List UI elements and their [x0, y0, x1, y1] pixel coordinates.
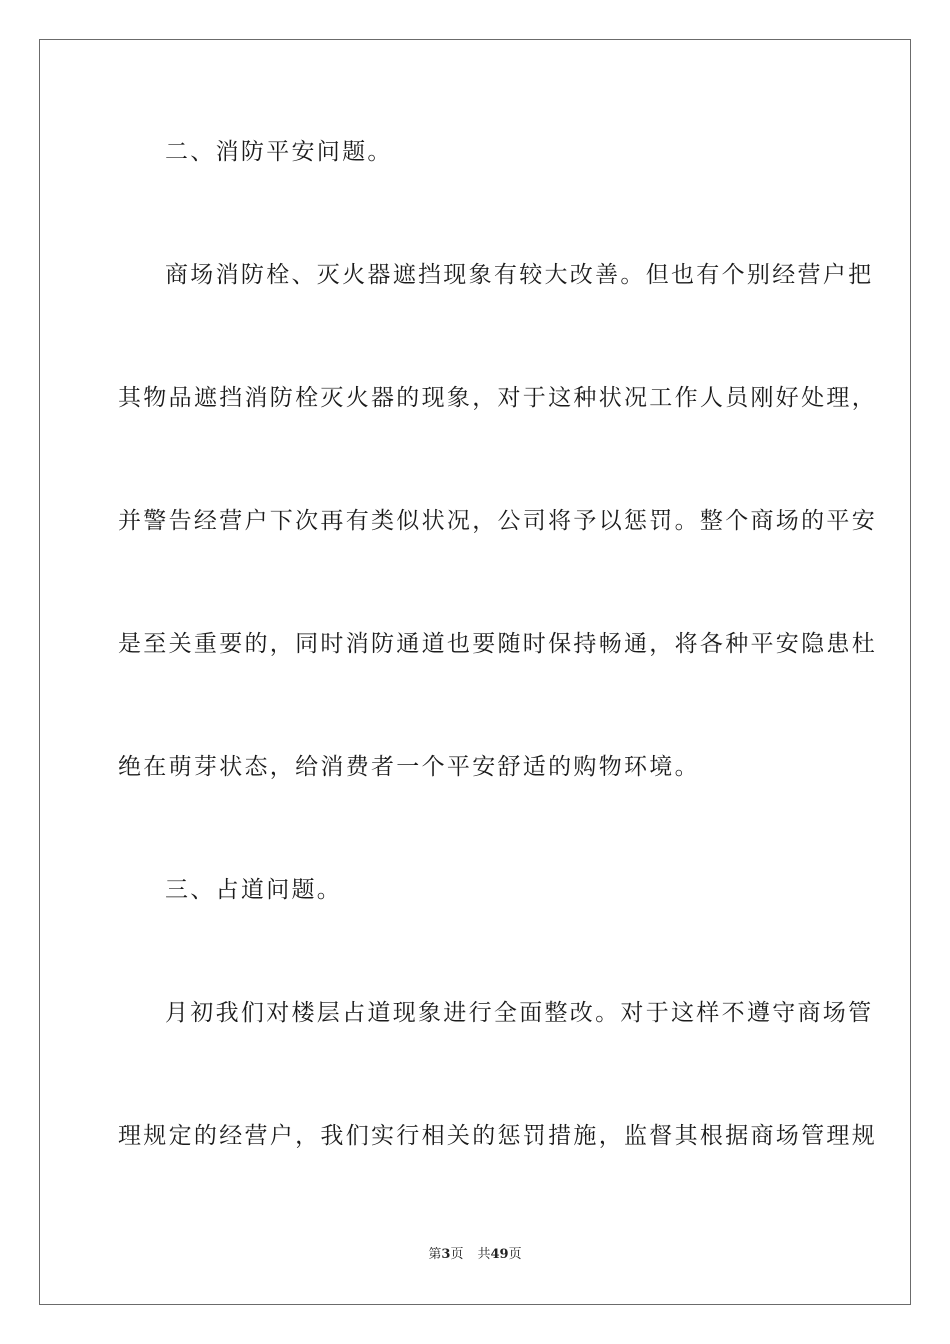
section-heading-road-occupation: 三、占道问题。: [165, 877, 343, 903]
paragraph-line: 理规定的经营户，我们实行相关的惩罚措施，监督其根据商场管理规: [118, 1123, 877, 1149]
page-number: 3: [441, 1247, 451, 1262]
paragraph-line: 其物品遮挡消防栓灭火器的现象，对于这种状况工作人员刚好处理，: [118, 385, 877, 411]
paragraph-line: 并警告经营户下次再有类似状况，公司将予以惩罚。整个商场的平安: [118, 508, 877, 534]
total-prefix: 共: [477, 1247, 491, 1262]
paragraph-line: 是至关重要的，同时消防通道也要随时保持畅通，将各种平安隐患杜: [118, 631, 877, 657]
total-pages: 49: [490, 1247, 509, 1262]
total-suffix: 页: [508, 1247, 522, 1262]
paragraph-line: 月初我们对楼层占道现象进行全面整改。对于这样不遵守商场管: [165, 1000, 874, 1026]
page-suffix: 页: [450, 1247, 464, 1262]
paragraph-line: 商场消防栓、灭火器遮挡现象有较大改善。但也有个别经营户把: [165, 262, 874, 288]
section-heading-fire-safety: 二、消防平安问题。: [165, 139, 393, 165]
page-footer: [0, 1246, 950, 1264]
paragraph-line: 绝在萌芽状态，给消费者一个平安舒适的购物环境。: [118, 754, 700, 780]
page-border: [39, 39, 911, 1305]
page-prefix: 第: [428, 1247, 442, 1262]
